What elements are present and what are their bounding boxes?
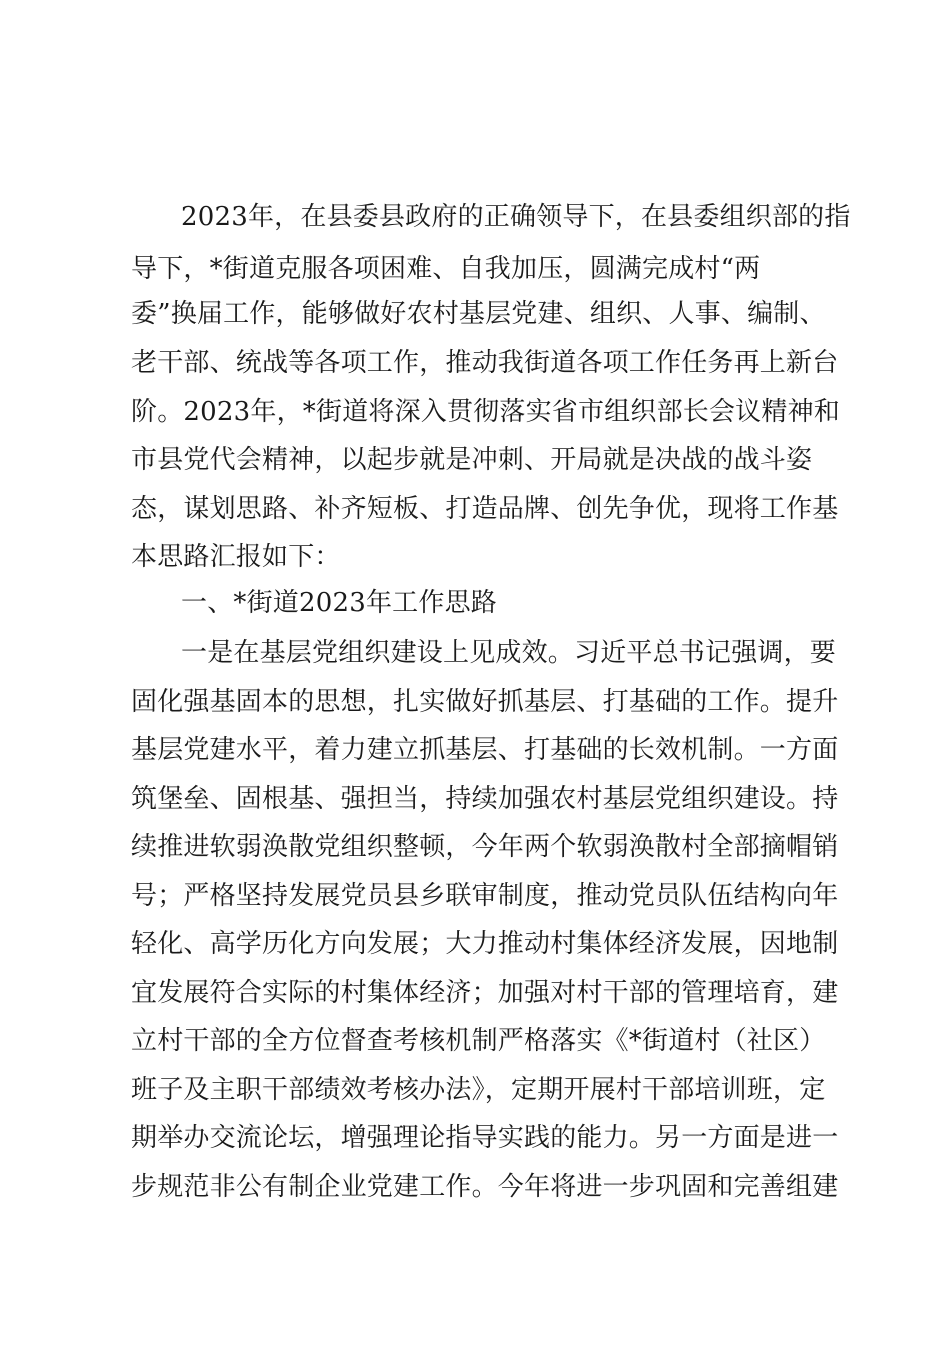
paragraph-line: 本思路汇报如下：: [131, 542, 341, 572]
paragraph-line: 老干部、统战等各项工作，推动我街道各项工作任务再上新台: [131, 348, 839, 378]
section-heading: 一、*街道2023年工作思路: [181, 588, 497, 618]
paragraph-line: 市县党代会精神，以起步就是冲刺、开局就是决战的战斗姿: [131, 445, 813, 475]
paragraph-line: 基层党建水平，着力建立抓基层、打基础的长效机制。一方面: [131, 735, 839, 765]
paragraph-line: 号；严格坚持发展党员县乡联审制度，推动党员队伍结构向年: [131, 881, 839, 911]
paragraph-line: 2023年，在县委县政府的正确领导下，在县委组织部的指: [181, 202, 851, 232]
paragraph-line: 筑堡垒、固根基、强担当，持续加强农村基层党组织建设。持: [131, 784, 839, 814]
paragraph-line: 阶。2023年，*街道将深入贯彻落实省市组织部长会议精神和: [131, 397, 840, 427]
paragraph-line: 一是在基层党组织建设上见成效。习近平总书记强调，要: [181, 638, 837, 668]
paragraph-line: 期举办交流论坛，增强理论指导实践的能力。另一方面是进一: [131, 1123, 839, 1153]
paragraph-line: 导下，*街道克服各项困难、自我加压，圆满完成村“两: [131, 254, 761, 284]
paragraph-line: 步规范非公有制企业党建工作。今年将进一步巩固和完善组建: [131, 1172, 839, 1202]
paragraph-line: 宜发展符合实际的村集体经济；加强对村干部的管理培育，建: [131, 978, 839, 1008]
paragraph-line: 轻化、高学历化方向发展；大力推动村集体经济发展，因地制: [131, 929, 839, 959]
paragraph-line: 立村干部的全方位督查考核机制严格落实《*街道村（社区）: [131, 1026, 826, 1056]
paragraph-line: 态，谋划思路、补齐短板、打造品牌、创先争优，现将工作基: [131, 494, 839, 524]
paragraph-line: 续推进软弱涣散党组织整顿，今年两个软弱涣散村全部摘帽销: [131, 832, 839, 862]
paragraph-line: 固化强基固本的思想，扎实做好抓基层、打基础的工作。提升: [131, 687, 839, 717]
paragraph-line: 委”换届工作，能够做好农村基层党建、组织、人事、编制、: [131, 299, 826, 329]
paragraph-line: 班子及主职干部绩效考核办法》，定期开展村干部培训班，定: [131, 1075, 826, 1105]
